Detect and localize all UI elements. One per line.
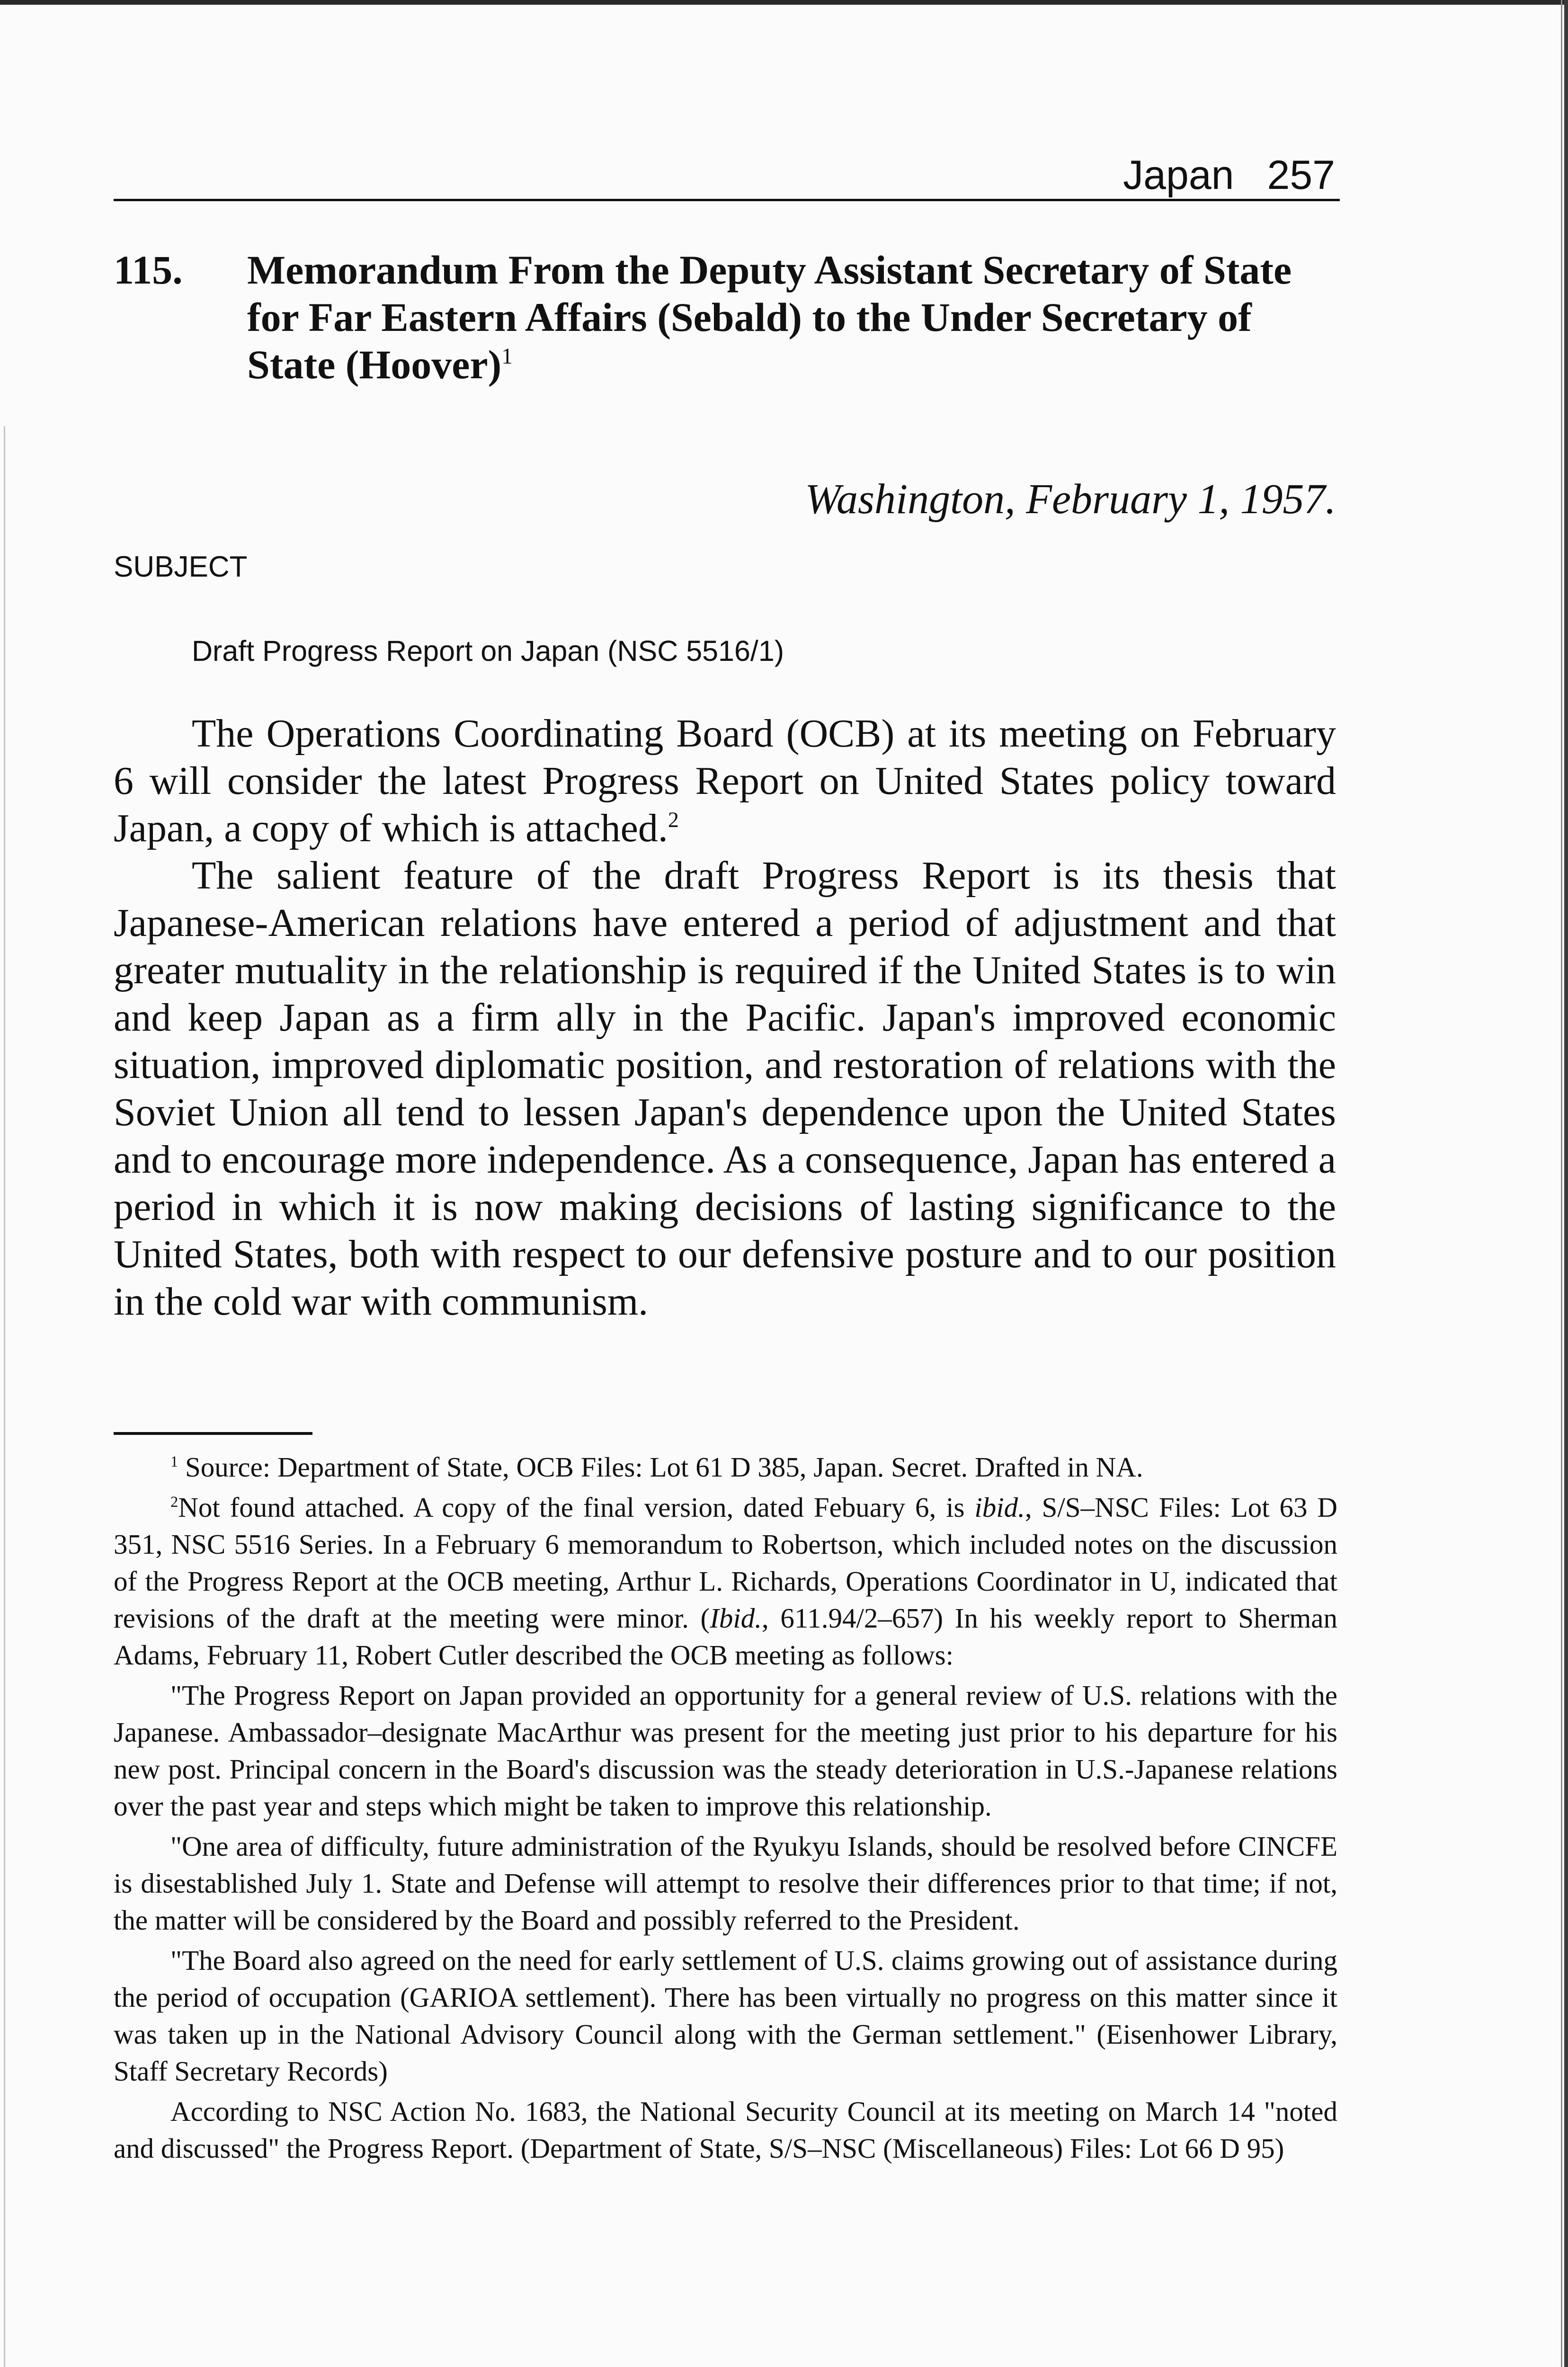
- footnote-ref-2: 2: [668, 807, 679, 832]
- footnote-2-marker: 2: [170, 1493, 178, 1511]
- page-number: 257: [1267, 152, 1335, 198]
- body-paragraph-1: [114, 710, 1336, 852]
- document-title-text: Memorandum From the Deputy Assistant Secretary of State for Far Eastern Affairs (Sebald) to the Under Secretary of State (Hoover): [247, 247, 1292, 387]
- running-head: [114, 151, 1340, 201]
- footnote-quote-3: "The Board also agreed on the need for early settlement of U.S. claims growing out of assistance during the period of occupation (GARIOA settlement). There has been virtually no progress on this matter since it was taken up in the National Advisory Council along with the German settlement." (Eisenhower Library, Staff Secretary Records): [114, 1945, 1337, 2087]
- scan-edge-left-line: [4, 426, 5, 2367]
- footnote-1-text: Source: Department of State, OCB Files: Lot 61 D 385, Japan. Secret. Drafted in NA.: [185, 1451, 1143, 1483]
- document-title: [247, 246, 1345, 388]
- scan-edge-right-line: [1561, 0, 1562, 2367]
- footnote-final: According to NSC Action No. 1683, the National Security Council at its meeting on March 14 "noted and discussed" the Progress Report. (Department of State, S/S–NSC (Miscellaneous) Files: Lot 66 D 95): [114, 2096, 1337, 2164]
- scan-edge-right: [1564, 0, 1568, 2367]
- body-text: [114, 710, 1336, 1326]
- footnotes: [114, 1449, 1337, 2170]
- subject-text: Draft Progress Report on Japan (NSC 5516/1): [192, 635, 784, 667]
- footnote-2: [114, 1489, 1337, 1673]
- running-head-text: [1123, 151, 1335, 199]
- footnote-1-marker: 1: [170, 1453, 178, 1470]
- dateline: Washington, February 1, 1957.: [805, 476, 1336, 523]
- footnote-2-ibid-2: Ibid.: [710, 1602, 762, 1634]
- subject-label: SUBJECT: [114, 551, 248, 583]
- body-paragraph-2: The salient feature of the draft Progress Report is its thesis that Japanese-American relations have entered a period of adjustment and that greater mutuality in the relationship is required if the United States is to win and keep Japan as a firm ally in the Pacific. Japan's improved economic situation, improved diplomatic position, and restoration of relations with the Soviet Union all tend to lessen Japan's dependence upon the United States and to encourage more independence. As a consequence, Japan has entered a period in which it is now making decisions of lasting significance to the United States, both with respect to our defensive posture and to our position in the cold war with communism.: [114, 854, 1336, 1324]
- footnote-2-text-a: Not found attached. A copy of the final version, dated Febuary 6, is: [178, 1492, 965, 1523]
- document-heading: [114, 246, 1345, 402]
- scan-edge-top: [0, 0, 1568, 5]
- footnote-quote-1: "The Progress Report on Japan provided an opportunity for a general review of U.S. relations with the Japanese. Ambassador–designate MacArthur was present for the meeting just prior to his departure for his new post. Principal concern in the Board's discussion was the steady deterioration in U.S.-Japanese relations over the past year and steps which might be taken to improve this relationship.: [114, 1680, 1337, 1822]
- footnote-divider: [114, 1432, 312, 1435]
- footnote-2-ibid-1: ibid.: [974, 1492, 1025, 1523]
- footnote-2-text-c: , 611.94/2–657) In his weekly report to Sherman Adams, February 11, Robert Cutler described the OCB meeting as follows:: [114, 1602, 1337, 1671]
- document-number: 115.: [114, 247, 183, 293]
- footnote-1: [114, 1449, 1337, 1486]
- running-head-section: Japan: [1123, 152, 1234, 198]
- footnote-2-text-b: , S/S–NSC Files: Lot 63 D 351, NSC 5516 Series. In a February 6 memorandum to Robertson, which included notes on the discussion of the Progress Report at the OCB meeting, Arthur L. Richards, Operations Coordinator in U, indicated that revisions of the draft at the meeting were minor. (: [114, 1492, 1338, 1634]
- footnote-ref-1: 1: [501, 344, 513, 369]
- body-paragraph-1-text: The Operations Coordinating Board (OCB) at its meeting on February 6 will consider the latest Progress Report on United States policy toward Japan, a copy of which is attached.: [114, 712, 1336, 850]
- footnote-quote-2: "One area of difficulty, future administration of the Ryukyu Islands, should be resolved before CINCFE is disestablished July 1. State and Defense will attempt to resolve their differences prior to that time; if not, the matter will be considered by the Board and possibly referred to the President.: [114, 1831, 1337, 1936]
